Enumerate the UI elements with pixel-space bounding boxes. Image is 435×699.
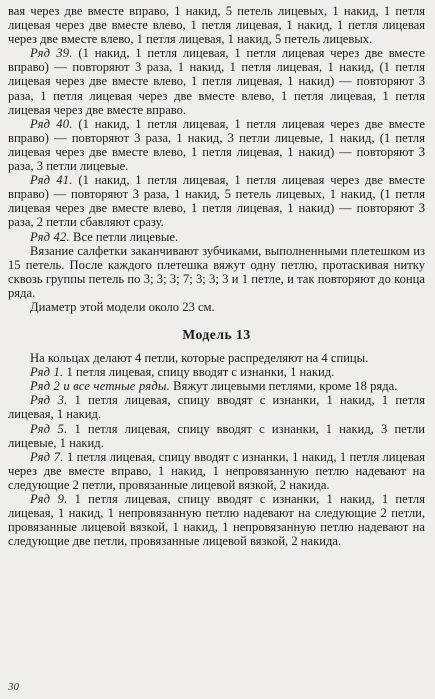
paragraph-text: 1 петля лицевая, спицу вводят с изнанки, 1 накид, 1 петля лицевая, 1 накид, 1 непровязанную петлю надевают на следующие 2 петли, провязанные лицевой вязкой, 1 накид, 1 непровязанную петлю надевают на следующие две петли, провязанные лицевой вязкой, 2 накида.: [8, 492, 425, 549]
paragraph: [8, 492, 425, 548]
paragraph: [8, 244, 425, 300]
paragraph-text: 1 петля лицевая, спицу вводят с изнанки, 1 накид, 1 петля лицевая через две вместе вправо, 1 накид, 1 непровязанную петлю надевают на следующие 2 петли, провязанные лицевой вязкой, 2 накида.: [8, 449, 425, 492]
row-label: Ряд 42.: [30, 229, 70, 244]
row-label: Ряд 9.: [30, 492, 68, 506]
paragraph: [8, 379, 425, 393]
paragraph-text: вая через две вместе вправо, 1 накид, 5 петель лицевых, 1 накид, 1 петля лицевая через две вместе влево, 1 петля лицевая, 1 накид, 1 петля лицевая через две вместе влево, 1 петля лицевая, 1 накид, 5 петель лицевых.: [8, 4, 425, 47]
paragraph: [8, 351, 425, 365]
page-number: 30: [8, 681, 19, 693]
row-label: Ряд 7.: [30, 449, 64, 464]
paragraph-text: Вяжут лицевыми петлями, кроме 18 ряда.: [169, 379, 398, 394]
paragraph-text: (1 накид, 1 петля лицевая, 1 петля лицевая через две вместе вправо) — повторяют 3 раза, 1 накид, 1 петля лицевая, 1 накид, (1 петля лицевая через две вместе влево, 1 петля лицевая, 1 накид) — повторяют 3 раза, 1 петля лицевая через две вместе влево, 1 петля лицевая, 1 петля лицевая через две вместе вправо.: [8, 46, 425, 117]
row-label: Ряд 3.: [30, 393, 68, 408]
pattern-continuation: [8, 4, 425, 314]
paragraph-text: 1 петля лицевая, спицу вводят с изнанки, 1 накид, 3 петли лицевые, 1 накид.: [8, 421, 425, 450]
paragraph-text: Вязание салфетки заканчивают зубчиками, выполненными плетешком из 15 петель. После каждого плетешка вяжут одну петлю, протаскивая нитку сквозь группы петель по 3; 3; 3; 7; 3; 3; 3 и 1 петле, и так повторяют до конца ряда.: [8, 243, 425, 300]
model-13-instructions: [8, 351, 425, 548]
paragraph-text: Диаметр этой модели около 23 см.: [30, 299, 215, 314]
paragraph-text: 1 петля лицевая, спицу вводят с изнанки, 1 накид, 1 петля лицевая, 1 накид.: [8, 393, 425, 422]
paragraph-text: (1 накид, 1 петля лицевая, 1 петля лицевая через две вместе вправо) — повторяют 3 раза, 1 накид, 5 петель лицевых, 1 накид, (1 петля лицевая через две вместе влево, 1 петля лицевая, 1 накид) — повторяют 3 раза, 2 петли сбавляют сразу.: [8, 173, 425, 230]
paragraph-text: 1 петля лицевая, спицу вводят с изнанки, 1 накид.: [63, 365, 335, 380]
paragraph: [8, 173, 425, 229]
paragraph: [8, 117, 425, 173]
paragraph: [8, 365, 425, 379]
row-label: Ряд 40.: [30, 116, 73, 131]
paragraph-text: Все петли лицевые.: [69, 229, 179, 244]
row-label: Ряд 2 и все четные ряды.: [30, 379, 170, 394]
row-label: Ряд 5.: [30, 421, 68, 436]
row-label: Ряд 41.: [30, 173, 73, 188]
paragraph: [8, 4, 425, 46]
paragraph: [8, 230, 425, 244]
paragraph: [8, 422, 425, 450]
paragraph: [8, 450, 425, 492]
section-heading-model-13: Модель 13: [182, 327, 251, 343]
paragraph: [8, 46, 425, 116]
row-label: Ряд 39.: [30, 46, 73, 61]
paragraph-text: (1 накид, 1 петля лицевая, 1 петля лицевая через две вместе вправо) — повторяют 3 раза, 1 накид, 3 петли лицевые, 1 накид, (1 петля лицевая через две вместе влево, 1 петля лицевая, 1 накид) — повторяют 3 раза, 3 петли лицевые.: [8, 116, 425, 174]
row-label: Ряд 1.: [30, 365, 64, 380]
paragraph-text: На кольцах делают 4 петли, которые распределяют на 4 спицы.: [30, 351, 369, 366]
paragraph: [8, 300, 425, 314]
paragraph: [8, 393, 425, 421]
